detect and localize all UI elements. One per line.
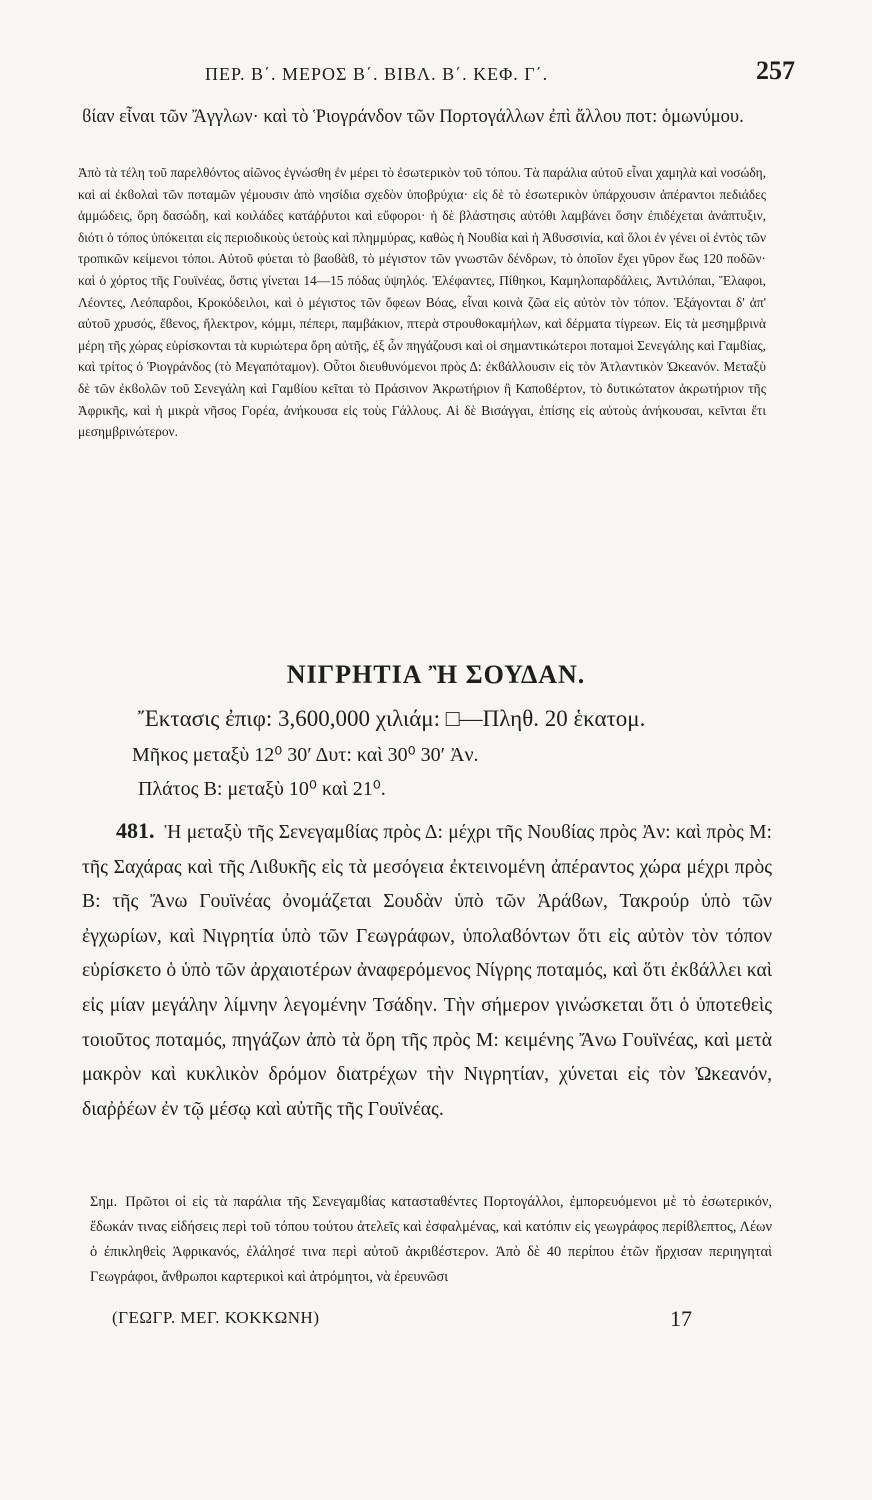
note-text: Πρῶτοι οἱ εἰς τὰ παράλια τῆς Σενεγαμϐίας κατασταθέντες Πορτογάλλοι, ἐμπορευόμενοι μὲ τὸ ἐσωτερικόν, ἔδωκάν τινας εἰδήσεις περὶ τοῦ τόπου τούτου ἀτελεῖς καὶ ἐσφαλμένας, καὶ κατόπιν εἰς γεωγράφος περίϐλεπτος, Λέων ὁ ἐπικληθεὶς Ἀφρικανός, ἐλάλησέ τινα περὶ αὐτοῦ ἀκριϐέστερον. Ἀπὸ δὲ 40 περίπου ἐτῶν ἤρχισαν περιηγηταὶ Γεωγράφοι, ἄνθρωποι καρτερικοὶ καὶ ἀτρόμητοι, νὰ ἐρευνῶσι: [90, 1194, 772, 1285]
running-header: [205, 56, 795, 96]
section-title: ΝΙΓΡΗΤΙΑ Ἢ ΣΟΥΔΑΝ.: [286, 660, 586, 689]
latitude-line: Πλάτος Β: μεταξὺ 10⁰ καὶ 21⁰.: [138, 778, 386, 800]
main-paragraph: [82, 814, 772, 1127]
sheet-number: 17: [670, 1306, 692, 1331]
paragraph-number: 481.: [116, 818, 155, 843]
note-label: Σημ.: [90, 1194, 118, 1210]
descriptive-paragraph: Ἀπὸ τὰ τέλη τοῦ παρελθόντος αἰῶνος ἐγνώσθη ἐν μέρει τὸ ἐσωτερικὸν τοῦ τόπου. Τὰ παράλια αὐτοῦ εἶναι χαμηλὰ καὶ νοσώδη, καὶ αἱ ἐκϐολαὶ τῶν ποταμῶν γέμουσιν ἀπὸ νησίδια σχεδὸν ὑποβρύχια· εἰς δὲ τὸ ἐσωτερικὸν ὑπάρχουσιν ἀπέραντοι πεδιάδες ἀμμώδεις, ὄρη δασώδη, καὶ κοιλάδες κατάῤῥυτοι καὶ εὔφοροι· ἡ δὲ βλάστησις αὐτόθι λαμβάνει ὅσην ἐπιδέχεται ἀνάπτυξιν, διότι ὁ τόπος ὑπόκειται εἰς περιοδικοὺς ὑετοὺς καὶ πλημμύρας, καθὼς ἡ Νουϐία καὶ ἡ Ἀϐυσσινία, καὶ ὅλοι ἐν γένει οἱ ἐντὸς τῶν τροπικῶν κείμενοι τόποι. Αὐτοῦ φύεται τὸ βαοϐὰϐ, τὸ μέγιστον τῶν γνωστῶν δένδρων, τὸ ὁποῖον ἔχει γῦρον ἕως 120 ποδῶν· καὶ ὁ χόρτος τῆς Γουϊνέας, ὅστις γίνεται 14—15 πόδας ὑψηλός. Ἐλέφαντες, Πίθηκοι, Καμηλοπαρδάλεις, Ἀντιλόπαι, Ἔλαφοι, Λέοντες, Λεόπαρδοι, Κροκόδειλοι, καὶ ὁ μέγιστος τῶν ὄφεων Βόας, εἶναι κοινὰ ζῶα εἰς αὐτὸν τὸν τόπον. Ἐξάγονται δ' ἀπ' αὐτοῦ χρυσός, ἔϐενος, ἤλεκτρον, κόμμι, πέπερι, παμβάκιον, πτερὰ στρουθοκαμήλων, καὶ δέρματα τίγρεων. Εἰς τὰ μεσημβρινὰ μέρη τῆς χώρας εὑρίσκονται τὰ κυριώτερα ὄρη αὐτῆς, ἐξ ὧν πηγάζουσι καὶ οἱ σημαντικώτεροι ποταμοὶ Σενεγάλης καὶ Γαμϐίας, καὶ τρίτος ὁ Ῥιογράνδος (τὸ Μεγαπόταμον). Οὗτοι διευθυνόμενοι πρὸς Δ: ἐκϐάλλουσιν εἰς τὸν Ἀτλαντικὸν Ὠκεανόν. Μεταξὺ δὲ τῶν ἐκϐολῶν τοῦ Σενεγάλη καὶ Γαμϐίου κεῖται τὸ Πράσινον Ἀκρωτήριον ἢ Καποϐέρτον, τὸ δυτικώτατον ἀκρωτήριον τῆς Ἀφρικῆς, καὶ ἡ μικρὰ νῆσος Γορέα, ἀνήκουσα εἰς τοὺς Γάλλους. Αἱ δὲ Βισάγγαι, ἐπίσης εἰς αὐτοὺς ἀνήκουσαι, κεῖνται ἔτι μεσημβρινώτερον.: [78, 165, 766, 440]
area-line: Ἔκτασις ἐπιφ: 3,600,000 χιλιάμ: □—Πληθ. 20 ἑκατομ.: [138, 706, 646, 731]
page-number: 257: [756, 56, 795, 85]
signature-line: [112, 1306, 692, 1334]
running-header-title: ΠΕΡ. Β΄. ΜΕΡΟΣ Β΄. ΒΙΒΛ. Β΄. ΚΕΦ. Γ΄.: [205, 64, 549, 84]
intro-text: ϐίαν εἶναι τῶν Ἄγγλων· καὶ τὸ Ῥιογράνδον τῶν Πορτογάλλων ἐπὶ ἄλλου ποτ: ὁμωνύμου.: [82, 107, 744, 127]
printer-signature: (ΓΕΩΓΡ. ΜΕΓ. ΚΟΚΚΩΝΗ): [112, 1308, 320, 1327]
longitude-line: Μῆκος μεταξὺ 12⁰ 30′ Δυτ: καὶ 30⁰ 30′ Ἀν.: [132, 744, 479, 766]
main-paragraph-text: Ἡ μεταξὺ τῆς Σενεγαμϐίας πρὸς Δ: μέχρι τῆς Νουϐίας πρὸς Ἀν: καὶ πρὸς Μ: τῆς Σαχάρας καὶ τῆς Λιϐυκῆς εἰς τὰ μεσόγεια ἐκτεινομένη ἀπέραντος χώρα μέχρι πρὸς Β: τῆς Ἄνω Γουϊνέας ὀνομάζεται Σουδὰν ὑπὸ τῶν Ἀράϐων, Τακρούρ ὑπὸ τῶν ἐγχωρίων, καὶ Νιγρητία ὑπὸ τῶν Γεωγράφων, ὑπολαϐόντων ὅτι εἰς αὐτὸν τὸν τόπον εὑρίσκετο ὁ ὑπὸ τῶν ἀρχαιοτέρων ἀναφερόμενος Νίγρης ποταμός, καὶ ὅτι ἐκϐάλλει καὶ εἰς μίαν μεγάλην λίμνην λεγομένην Τσάδην. Τὴν σήμερον γινώσκεται ὅτι ὁ ὑποτεθεὶς τοιοῦτος ποταμός, πηγάζων ἀπὸ τὰ ὄρη τῆς πρὸς Μ: κειμένης Ἄνω Γουϊνέας, καὶ μετὰ μακρὸν καὶ κυκλικὸν δρόμον διατρέχων τὴν Νιγρητίαν, χύνεται εἰς τὸν Ὠκεανόν, διαῤῥέων ἐν τῷ μέσῳ καὶ αὐτῆς τῆς Γουϊνέας.: [82, 822, 772, 1120]
footnote: [90, 1190, 772, 1290]
